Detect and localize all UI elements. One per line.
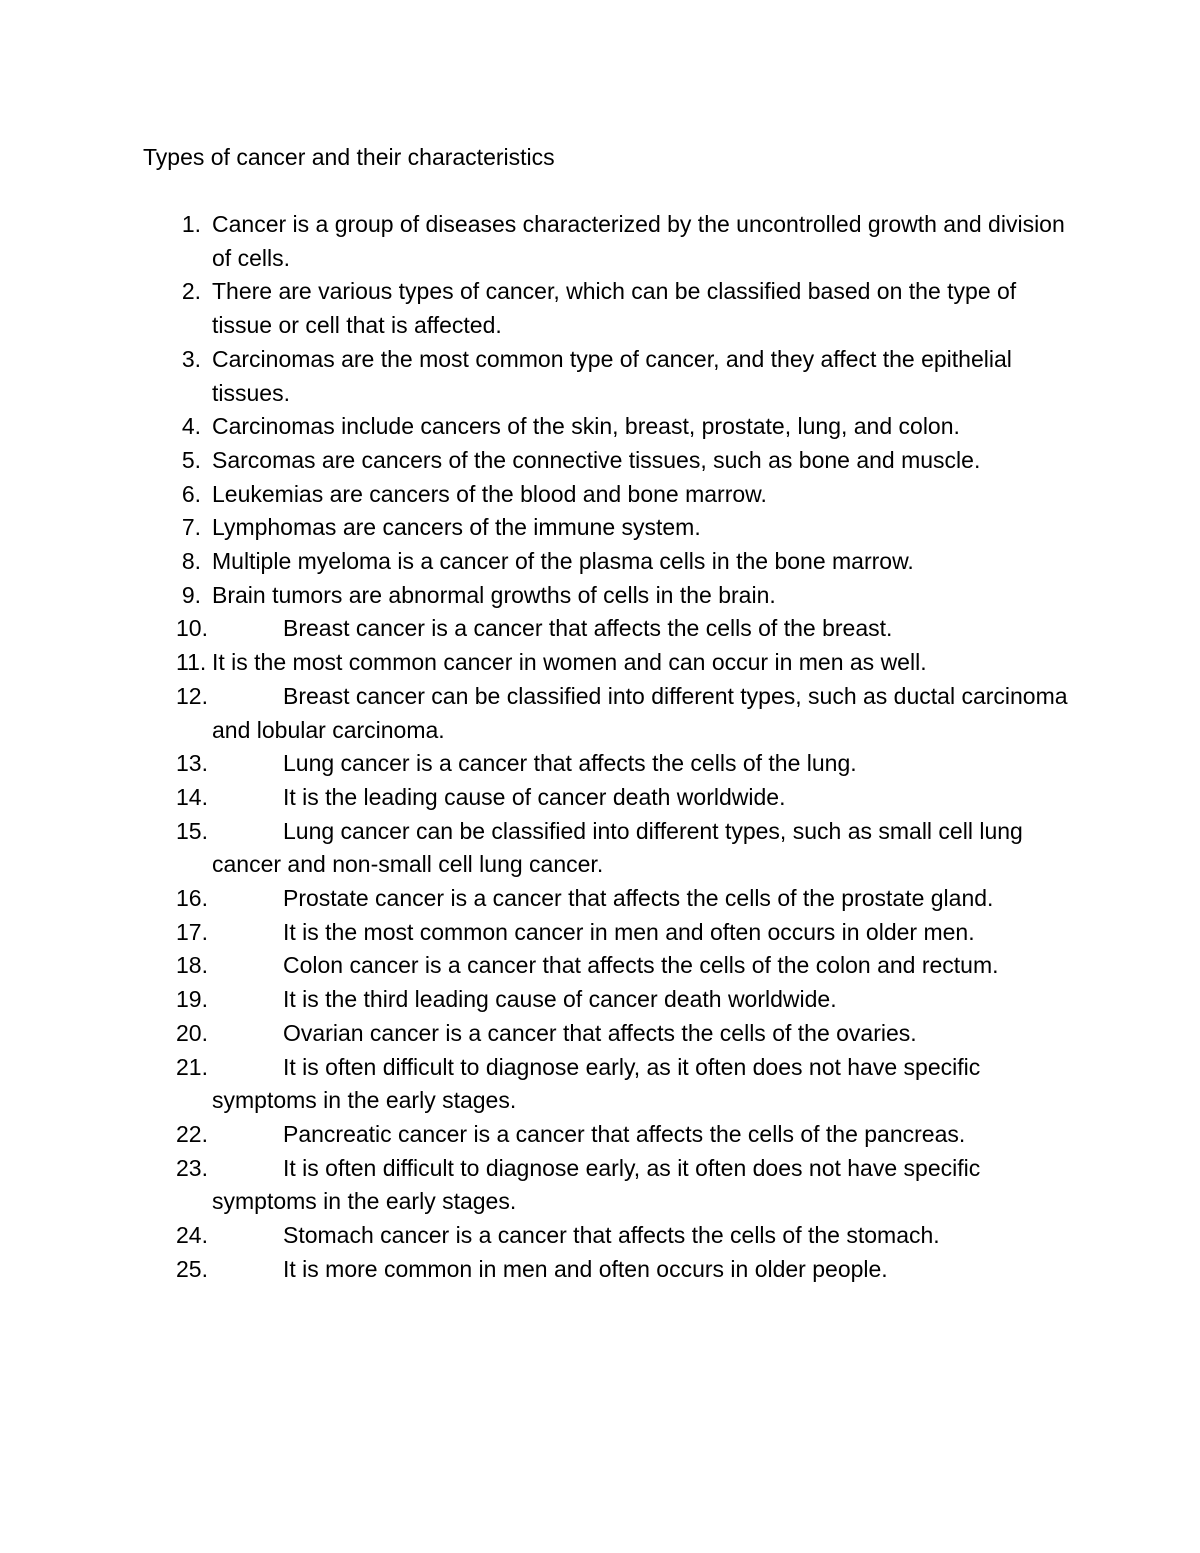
list-item-number: 19. [176, 986, 208, 1013]
list-item [0, 275, 1072, 342]
list-item [0, 882, 1072, 916]
list-item-text: Ovarian cancer is a cancer that affects the cells of the ovaries. [283, 1019, 917, 1046]
list-item-text: Breast cancer can be classified into different types, such as ductal carcinoma and lobular carcinoma. [212, 682, 1068, 743]
list-item-text: Lung cancer is a cancer that affects the cells of the lung. [283, 750, 857, 777]
list-item-number: 22. [176, 1120, 208, 1147]
list-item-number: 7. [181, 514, 201, 541]
list-item [0, 343, 1072, 410]
list-item-number: 5. [181, 446, 201, 473]
list-item-number: 11. [176, 649, 207, 676]
list-item-number: 13. [176, 750, 208, 777]
list-item [0, 949, 1072, 983]
list-item-number: 12. [176, 682, 208, 709]
list-item [0, 579, 1072, 613]
list-item-number: 24. [176, 1222, 208, 1249]
list-item-number: 4. [181, 413, 201, 440]
list-item-text: Brain tumors are abnormal growths of cells in the brain. [212, 581, 776, 608]
list-item-number: 1. [181, 211, 201, 237]
list-item-number: 17. [176, 918, 208, 945]
list-item-text: It is often difficult to diagnose early, as it often does not have specific symptoms in the early stages. [212, 1154, 981, 1215]
list-item-number: 21. [176, 1053, 208, 1080]
page-title: Types of cancer and their characteristics [143, 144, 555, 170]
list-item [0, 545, 1072, 579]
list-item-text: Sarcomas are cancers of the connective tissues, such as bone and muscle. [212, 446, 981, 473]
list-item-text: Breast cancer is a cancer that affects the cells of the breast. [283, 615, 893, 642]
list-item [0, 1219, 1072, 1253]
list-item [0, 511, 1072, 545]
list-item-text: Pancreatic cancer is a cancer that affects the cells of the pancreas. [283, 1120, 966, 1147]
list-item [0, 1152, 1072, 1219]
list-item [0, 208, 1072, 275]
list-item-text: It is more common in men and often occurs in older people. [283, 1255, 888, 1282]
list-item [0, 680, 1072, 747]
list-item [0, 646, 1072, 680]
list-item-number: 25. [176, 1255, 208, 1282]
list-item-number: 18. [176, 952, 208, 979]
list-item-number: 23. [176, 1154, 208, 1181]
list-item [0, 410, 1072, 444]
list-item [0, 747, 1072, 781]
list-item [0, 1017, 1072, 1051]
list-item-number: 16. [176, 885, 208, 912]
list-item [0, 983, 1072, 1017]
list-item-text: It is the most common cancer in men and often occurs in older men. [283, 918, 975, 945]
list-item [0, 478, 1072, 512]
list-item-text: Stomach cancer is a cancer that affects the cells of the stomach. [283, 1222, 940, 1249]
list-item-text: Lung cancer can be classified into different types, such as small cell lung cancer and non-small cell lung cancer. [212, 817, 1023, 878]
list-item-text: It is the most common cancer in women and can occur in men as well. [212, 649, 927, 676]
list-item [0, 444, 1072, 478]
list-item-text: Leukemias are cancers of the blood and bone marrow. [212, 480, 767, 507]
list-item-number: 8. [181, 548, 201, 575]
list-item-number: 2. [181, 278, 201, 305]
list-item-text: Cancer is a group of diseases characterized by the uncontrolled growth and division of cells. [212, 211, 1065, 271]
list-item [0, 612, 1072, 646]
list-item-number: 20. [176, 1019, 208, 1046]
numbered-list [0, 208, 1200, 1287]
list-item-text: It is the third leading cause of cancer death worldwide. [283, 986, 837, 1013]
list-item-number: 6. [181, 480, 201, 507]
list-item-text: Lymphomas are cancers of the immune system. [212, 514, 701, 541]
list-item [0, 1051, 1072, 1118]
list-item-number: 9. [181, 581, 201, 608]
list-item-text: Prostate cancer is a cancer that affects the cells of the prostate gland. [283, 885, 994, 912]
list-item-number: 14. [176, 783, 208, 810]
list-item [0, 781, 1072, 815]
list-item [0, 916, 1072, 950]
list-item [0, 1253, 1072, 1287]
list-item-number: 3. [181, 345, 201, 372]
list-item [0, 815, 1072, 882]
list-item-text: Colon cancer is a cancer that affects the cells of the colon and rectum. [283, 952, 999, 979]
list-item-number: 10. [176, 615, 208, 642]
list-item-text: Carcinomas are the most common type of cancer, and they affect the epithelial tissues. [212, 345, 1012, 406]
list-item-text: There are various types of cancer, which can be classified based on the type of tissue or cell that is affected. [212, 278, 1017, 339]
list-item-number: 15. [176, 817, 208, 844]
list-item-text: It is the leading cause of cancer death worldwide. [283, 783, 786, 810]
list-item-text: It is often difficult to diagnose early, as it often does not have specific symptoms in the early stages. [212, 1053, 981, 1114]
list-item [0, 1118, 1072, 1152]
list-item-text: Carcinomas include cancers of the skin, breast, prostate, lung, and colon. [212, 413, 960, 440]
list-item-text: Multiple myeloma is a cancer of the plasma cells in the bone marrow. [212, 548, 914, 575]
